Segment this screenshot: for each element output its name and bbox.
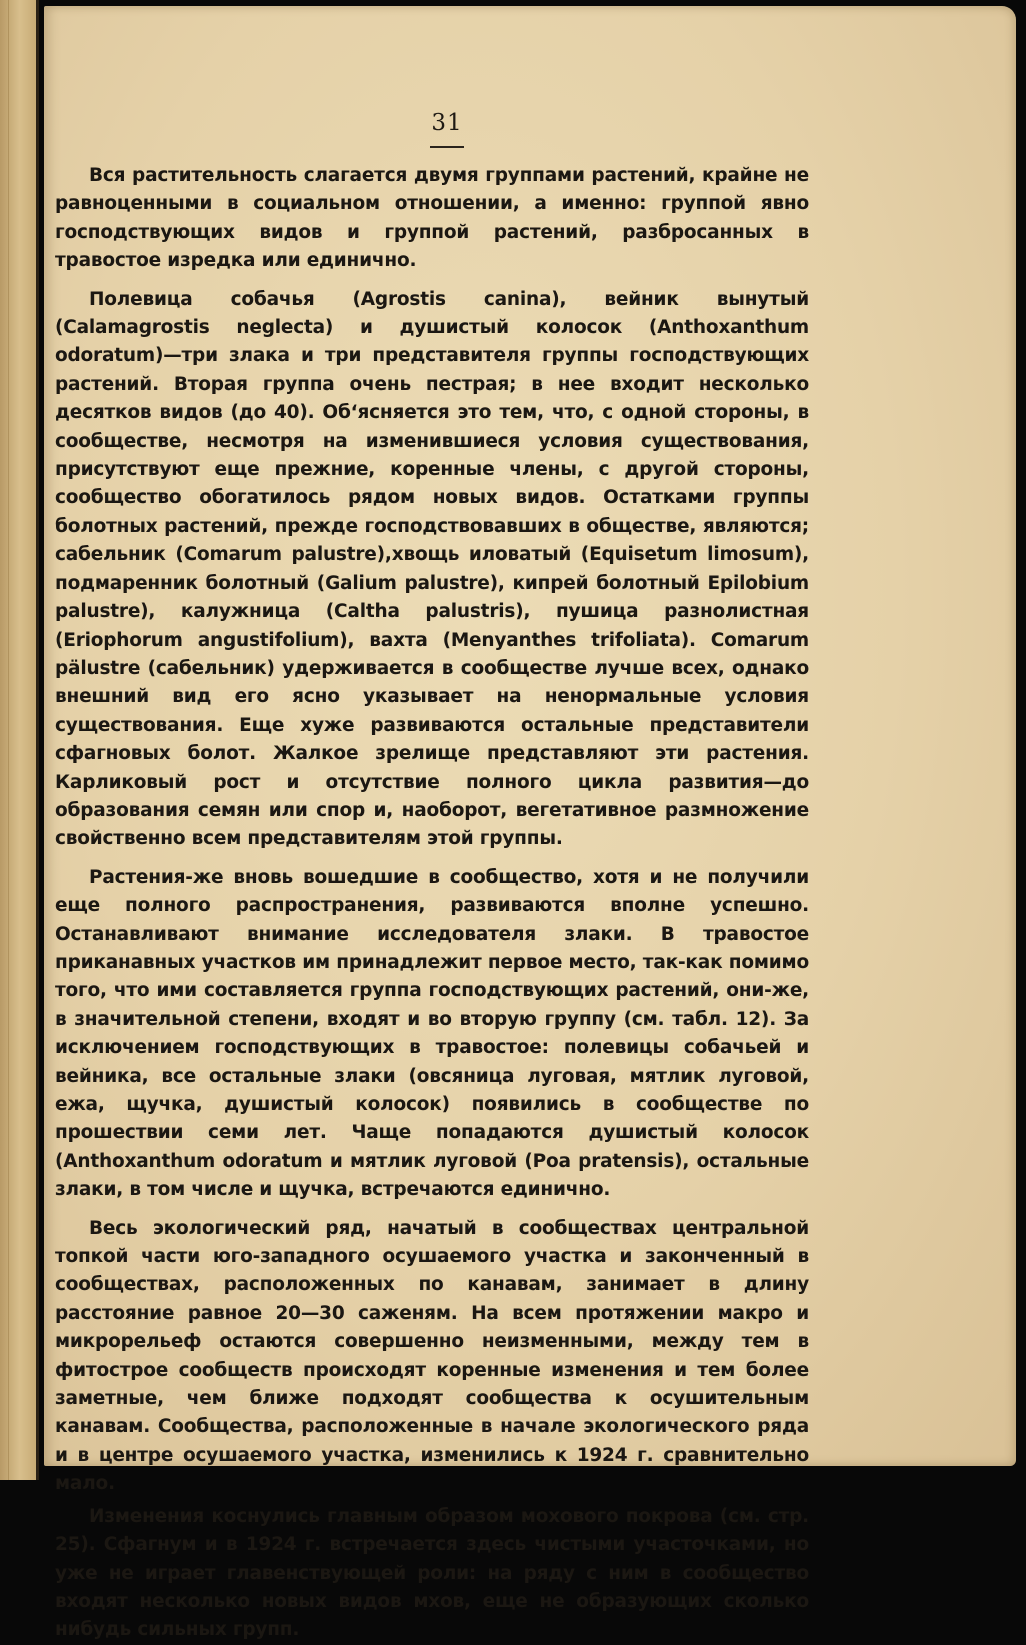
paragraph-1: Вся растительность слагается двумя группами растений, крайне не равноценными в социальном отношении, а именно: группой явно господствующих видов и группой растений, разбросанных в травостое изредка или единично. [55, 165, 809, 272]
page-number-underline [430, 146, 464, 148]
body-text [55, 162, 809, 1645]
paragraph-2: Полевица собачья (Agrostis canina), вейник вынутый (Calamagrostis neglecta) и душистый колосок (Anthoxanthum odoratum)—три злака и три представителя группы господствующих растений. Вторая группа очень пестрая; в нее входит несколько десятков видов (до 40). Об‘ясняется это тем, что, с одной стороны, в сообществе, несмотря на изменившиеся условия существования, присутствуют еще прежние, коренные члены, с другой стороны, сообщество обогатилось рядом новых видов. Остатками группы болотных растений, прежде господствовавших в обществе, являются; сабельник (Comarum palustre),хвощь иловатый (Equisetum limosum), подмаренник болотный (Galium palustre), кипрей болотный Epilobium palustre), калужница (Caltha palustris), пушица разнолистная (Eriophorum angustifolium), вахта (Menyanthes trifoliata). Comarum pälustre (сабельник) удерживается в сообществе лучше всех, однако внешний вид его ясно указывает на ненормальные условия существования. Еще хуже развиваются остальные представители сфагновых болот. Жалкое зрелище представляют эти растения. Карликовый рост и отсутствие полного цикла развития—до образования семян или спор и, наоборот, вегетативное размножение свойственно всем представителям этой группы. [55, 288, 809, 850]
book-page [44, 6, 1016, 1641]
page-number: 31 [431, 110, 463, 136]
paragraph-3: Растения-же вновь вошедшие в сообщество, хотя и не получили еще полного распространения, развиваются вполне успешно. Останавливают внимание исследователя злаки. В травостое приканавных участков им принадлежит первое место, так-как помимо того, что ими составляется группа господствующих растений, они-же, в значительной степени, входят и во вторую группу (см. табл. 12). За исключением господствующих в травостое: полевицы собачьей и вейника, все остальные злаки (овсяница луговая, мятлик луговой, ежа, щучка, душистый колосок) появились в сообществе по прошествии семи лет. Чаще попадаются душистый колосок (Anthoxanthum odoratum и мятлик луговой (Poa pratensis), остальные злаки, в том числе и щучка, встречаются единично. [55, 866, 809, 1201]
left-page-edge [0, 0, 39, 1480]
paragraph-4: Весь экологический ряд, начатый в сообществах центральной топкой части юго-западного осушаемого участка и законченный в сообществах, расположенных по канавам, занимает в длину расстояние равное 20—30 сажeням. На всем протяжении макро и микрорельеф остаются совершенно неизменными, между тем в фитострое сообществ происходят коренные изменения и тем более заметные, чем ближе подходят сообщества к осушительным канавам. Сообщества, расположенные в начале экологического ряда и в центре осушаемого участка, изменились к 1924 г. сравнительно мало. [55, 1217, 809, 1495]
paragraph-5: Изменения коснулись главным образом мохового покрова (см. стр. 25). Сфагнум и в 1924 г. встречается здесь чистыми участочками, но уже не играет главенствующей роли: на ряду с ним в сообщество входят несколько новых видов мхов, еще не образующих сколько нибудь сильных групп. [55, 1505, 809, 1641]
